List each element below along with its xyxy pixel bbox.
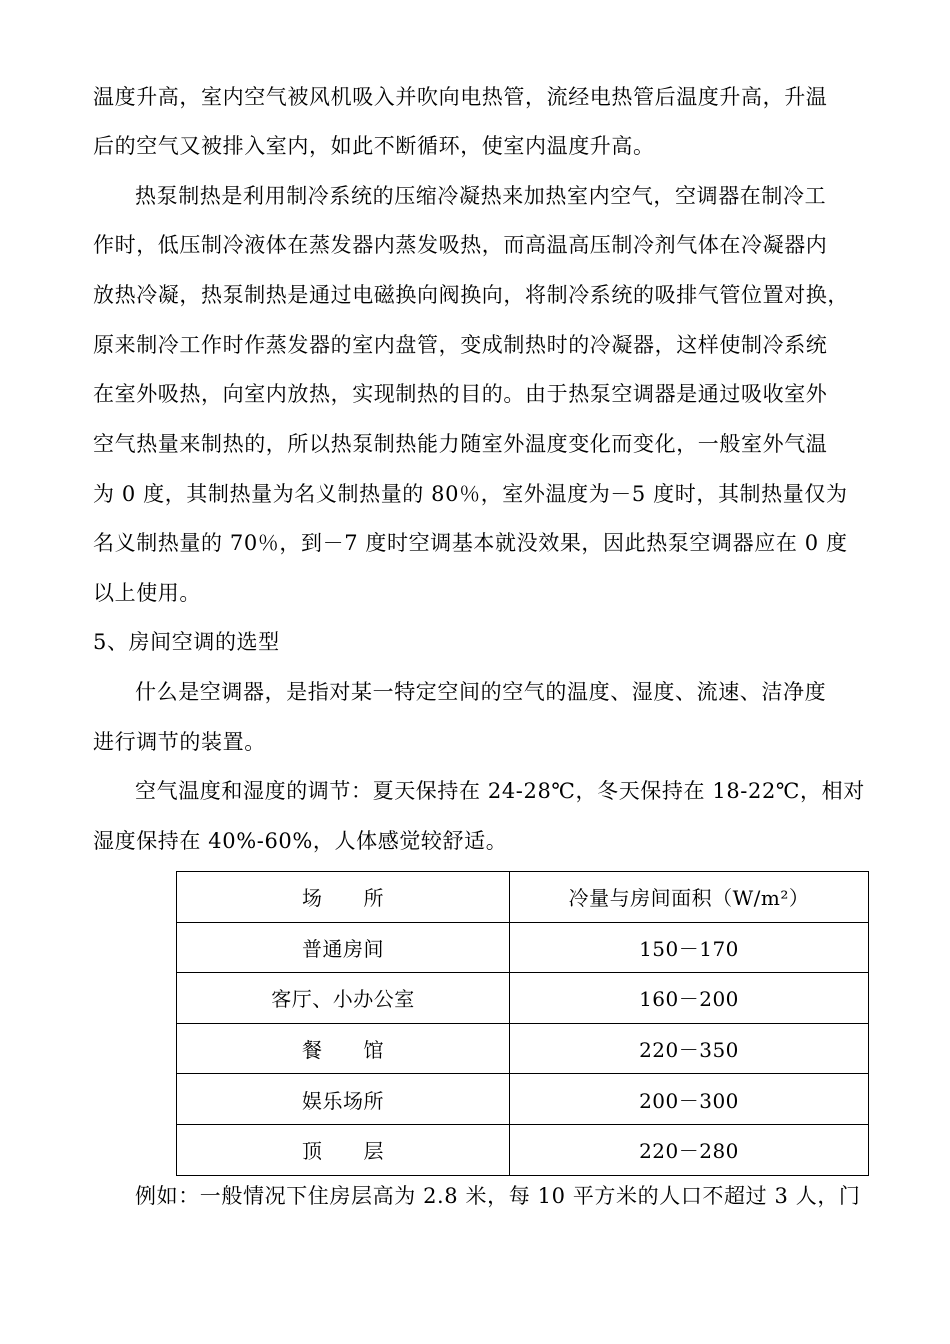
table-cell-place: 顶 层: [177, 1124, 510, 1175]
paragraph-line: 名义制热量的 70％，到－7 度时空调基本就没效果，因此热泵空调器应在 0 度: [93, 531, 848, 555]
paragraph-line: 温度升高，室内空气被风机吸入并吹向电热管，流经电热管后温度升高，升温: [93, 85, 828, 109]
table-row: [177, 922, 869, 973]
table-cell-value: 220－350: [510, 1023, 869, 1074]
paragraph-line: 作时，低压制冷液体在蒸发器内蒸发吸热，而高温高压制冷剂气体在冷凝器内: [93, 233, 828, 257]
table-header-cell: 场 所: [177, 872, 510, 923]
table-row: [177, 1074, 869, 1125]
cooling-capacity-table: [176, 871, 868, 1176]
paragraph-line: 后的空气又被排入室内，如此不断循环，使室内温度升高。: [93, 134, 655, 158]
paragraph-line: 空气温度和湿度的调节：夏天保持在 24-28℃，冬天保持在 18-22℃，相对: [135, 779, 865, 803]
paragraph-line: 进行调节的装置。: [93, 730, 266, 754]
table-row: [177, 1124, 869, 1175]
paragraph-line: 原来制冷工作时作蒸发器的室内盘管，变成制热时的冷凝器，这样使制冷系统: [93, 333, 828, 357]
paragraph-line: 例如：一般情况下住房层高为 2.8 米，每 10 平方米的人口不超过 3 人，门: [135, 1184, 861, 1208]
table-cell-value: 160－200: [510, 973, 869, 1024]
paragraph-line: 在室外吸热，向室内放热，实现制热的目的。由于热泵空调器是通过吸收室外: [93, 382, 828, 406]
paragraph-line: 放热冷凝，热泵制热是通过电磁换向阀换向，将制冷系统的吸排气管位置对换，: [93, 283, 849, 307]
paragraph-line: 空气热量来制热的，所以热泵制热能力随室外温度变化而变化，一般室外气温: [93, 432, 828, 456]
table-cell-value: 220－280: [510, 1124, 869, 1175]
table-cell-place: 娱乐场所: [177, 1074, 510, 1125]
paragraph-line: 热泵制热是利用制冷系统的压缩冷凝热来加热室内空气，空调器在制冷工: [135, 184, 827, 208]
table-cell-value: 150－170: [510, 922, 869, 973]
table-cell-value: 200－300: [510, 1074, 869, 1125]
section-heading: 5、房间空调的选型: [93, 630, 280, 654]
paragraph-line: 以上使用。: [93, 581, 201, 605]
paragraph-line: 湿度保持在 40%-60%，人体感觉较舒适。: [93, 829, 508, 853]
table-cell-place: 普通房间: [177, 922, 510, 973]
table-cell-place: 餐 馆: [177, 1023, 510, 1074]
table-header-row: [177, 872, 869, 923]
paragraph-line: 为 0 度，其制热量为名义制热量的 80％，室外温度为－5 度时，其制热量仅为: [93, 482, 848, 506]
table-header-cell: 冷量与房间面积（W/m²）: [510, 872, 869, 923]
paragraph-line: 什么是空调器，是指对某一特定空间的空气的温度、湿度、流速、洁净度: [135, 680, 827, 704]
table-row: [177, 973, 869, 1024]
table-row: [177, 1023, 869, 1074]
table-cell-place: 客厅、小办公室: [177, 973, 510, 1024]
